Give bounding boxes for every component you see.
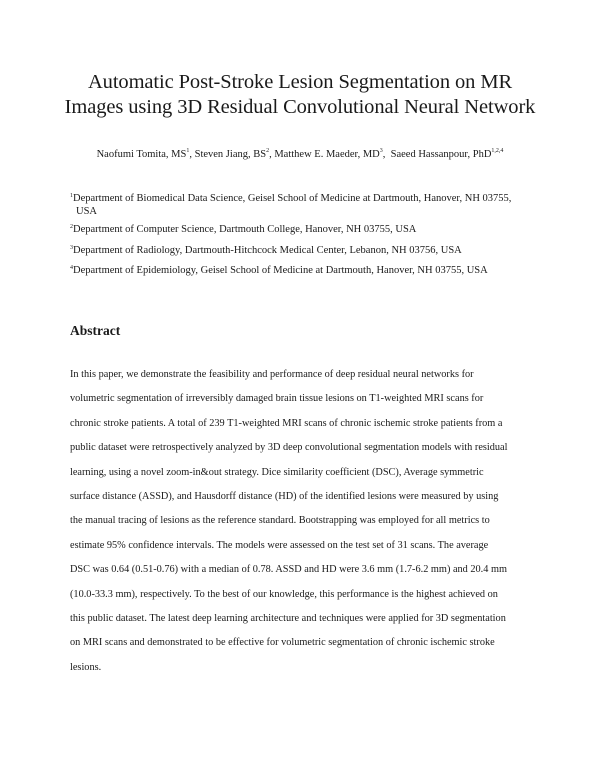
affiliation-4 xyxy=(70,264,540,277)
title-line-2: Images using 3D Residual Convolutional Neural Network xyxy=(64,96,536,118)
affiliation-text: Department of Biomedical Data Science, Geisel School of Medicine at Dartmouth, Hanover, NH 03755, xyxy=(73,193,512,204)
author-separator: , xyxy=(269,149,275,160)
author-list xyxy=(40,148,560,162)
affiliation-text: Department of Computer Science, Dartmouth College, Hanover, NH 03755, USA xyxy=(73,224,417,235)
affiliation-marker: 4 xyxy=(70,265,73,271)
title-line-1: Automatic Post-Stroke Lesion Segmentation on MR xyxy=(87,71,513,93)
abstract-line: chronic stroke patients. A total of 239 T1-weighted MRI scans of chronic ischemic stroke patients from a xyxy=(70,417,503,429)
abstract-line: lesions. xyxy=(70,661,102,673)
affiliation-marker: 2 xyxy=(70,224,73,230)
author-affiliation-marker: 3 xyxy=(379,148,383,154)
abstract-line: surface distance (ASSD), and Hausdorff distance (HD) of the identified lesions were measured by using xyxy=(70,491,499,503)
affiliation-marker: 1 xyxy=(70,193,73,199)
affiliation-1 xyxy=(70,192,540,218)
author-name: Saeed Hassanpour, PhD xyxy=(390,149,492,160)
paper-title xyxy=(40,70,560,120)
affiliation-marker: 3 xyxy=(70,245,73,251)
author-name: Naofumi Tomita, MS xyxy=(96,149,187,160)
abstract-line: volumetric segmentation of irreversibly damaged brain tissue lesions on T1-weighted MRI scans for xyxy=(70,393,484,405)
affiliation-text: Department of Radiology, Dartmouth-Hitchcock Medical Center, Lebanon, NH 03756, USA xyxy=(73,245,462,256)
affiliation-3 xyxy=(70,244,540,257)
abstract-body xyxy=(70,363,540,680)
author-name: Matthew E. Maeder, MD xyxy=(274,149,380,160)
abstract-line: on MRI scans and demonstrated to be effective for volumetric segmentation of chronic ischemic stroke xyxy=(70,637,495,649)
author-separator: , xyxy=(189,149,195,160)
author-affiliation-marker: 1,2,4 xyxy=(491,148,504,154)
affiliation-text-continued: USA xyxy=(76,206,98,217)
abstract-line: In this paper, we demonstrate the feasibility and performance of deep residual neural networks for xyxy=(70,369,474,380)
abstract-line: (10.0-33.3 mm), respectively. To the best of our knowledge, this performance is the highest achieved on xyxy=(70,588,498,600)
abstract-line: learning, using a novel zoom-in&out strategy. Dice similarity coefficient (DSC), Average symmetric xyxy=(70,466,484,478)
abstract-line: this public dataset. The latest deep learning architecture and techniques were applied for 3D segmentation xyxy=(70,613,506,625)
abstract-line: estimate 95% confidence intervals. The models were assessed on the test set of 31 scans. The average xyxy=(70,539,489,551)
affiliation-2 xyxy=(70,223,540,236)
author-separator: , xyxy=(382,149,391,160)
author-name: Steven Jiang, BS xyxy=(194,149,267,160)
abstract-line: DSC was 0.64 (0.51-0.76) with a median of 0.78. ASSD and HD were 3.6 mm (1.7-6.2 mm) and 20.4 mm xyxy=(70,564,507,576)
abstract-line: public dataset were retrospectively analyzed by 3D deep convolutional segmentation models with residual xyxy=(70,442,508,454)
affiliation-text: Department of Epidemiology, Geisel School of Medicine at Dartmouth, Hanover, NH 03755, USA xyxy=(73,265,488,276)
author-affiliation-marker: 2 xyxy=(266,148,270,154)
author-affiliation-marker: 1 xyxy=(186,148,190,154)
abstract-heading: Abstract xyxy=(70,323,121,338)
abstract-line: the manual tracing of lesions as the reference standard. Bootstrapping was employed for all metrics to xyxy=(70,515,490,527)
